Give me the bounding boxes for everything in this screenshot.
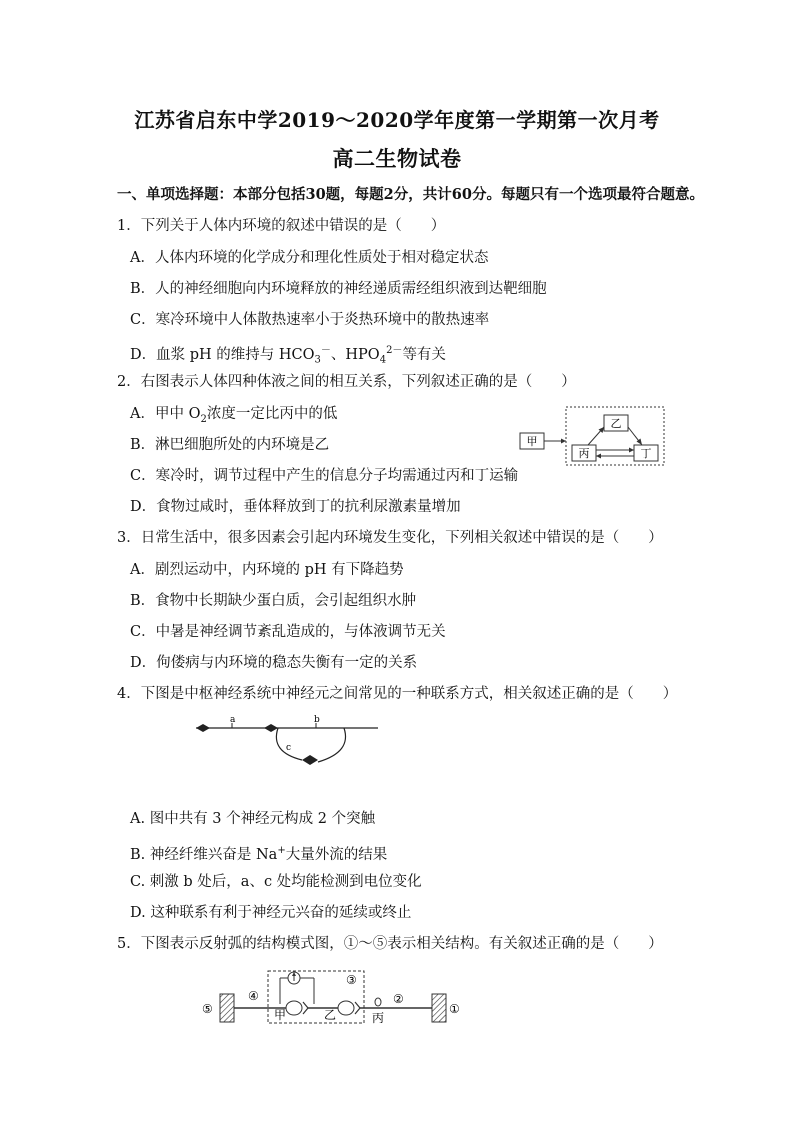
label-1: ①: [449, 1002, 460, 1016]
section-heading: 一、单项选择题：本部分包括30题，每题2分，共计60分。每题只有一个选项最符合题意。: [117, 186, 704, 203]
q4-option-b: B. 神经纤维兴奋是 Na+大量外流的结果: [130, 845, 388, 863]
neuron-connection-diagram: [192, 712, 384, 774]
receptor: [432, 994, 446, 1022]
q2-option-c: C．寒冷时，调节过程中产生的信息分子均需通过丙和丁运输: [130, 468, 519, 484]
q2-stem: 2．右图表示人体四种体液之间的相互关系，下列叙述正确的是（ ）: [117, 374, 576, 390]
q2-option-a: A．甲中 $O_2$浓度一定比丙中的低: [130, 406, 338, 425]
synapse-jia: [286, 1001, 302, 1015]
node-yi: 乙: [610, 417, 622, 430]
ganglion: [375, 998, 381, 1006]
effector: [220, 994, 234, 1022]
branch-return: [318, 728, 346, 762]
label-3: ③: [346, 973, 357, 987]
node-bing: 丙: [578, 447, 590, 460]
label-c: c: [286, 743, 292, 753]
q2-option-b: B．淋巴细胞所处的内环境是乙: [130, 437, 330, 453]
label-b: b: [314, 715, 320, 725]
label-2: ②: [393, 992, 404, 1006]
q3-option-a: A．剧烈运动中，内环境的 pH 有下降趋势: [130, 562, 404, 578]
reflex-arc-diagram: [200, 966, 465, 1030]
q4-option-d: D. 这种联系有利于神经元兴奋的延续或终止: [130, 905, 412, 921]
q1-option-c: C．寒冷环境中人体散热速率小于炎热环境中的散热速率: [130, 312, 490, 328]
label-a: a: [230, 715, 236, 725]
label-jia: 甲: [274, 1008, 287, 1022]
q3-option-b: B．食物中长期缺少蛋白质，会引起组织水肿: [130, 593, 417, 609]
synapse-yi: [338, 1001, 354, 1015]
q5-stem: 5．下图表示反射弧的结构模式图，①～⑤表示相关结构。有关叙述正确的是（ ）: [117, 936, 663, 952]
label-bing: 丙: [372, 1011, 385, 1025]
label-5: ⑤: [202, 1002, 213, 1016]
neuron-body-3: [302, 755, 318, 765]
q3-stem: 3．日常生活中，很多因素会引起内环境发生变化，下列相关叙述中错误的是（ ）: [117, 530, 663, 546]
q4-option-c: C. 刺激 b 处后，a、c 处均能检测到电位变化: [130, 874, 422, 890]
body-fluid-diagram: [518, 405, 670, 469]
q1-option-b: B．人的神经细胞向内环境释放的神经递质需经组织液到达靶细胞: [130, 281, 547, 297]
neuron-body-2: [264, 724, 278, 732]
q2-option-d: D．食物过咸时，垂体释放到丁的抗利尿激素量增加: [130, 499, 461, 515]
q1-stem: 1．下列关于人体内环境的叙述中错误的是（ ）: [117, 218, 446, 234]
exam-subtitle: 高二生物试卷: [332, 146, 462, 171]
q4-stem: 4．下图是中枢神经系统中神经元之间常见的一种联系方式，相关叙述正确的是（ ）: [117, 686, 678, 702]
q1-option-a: A．人体内环境的化学成分和理化性质处于相对稳定状态: [130, 250, 489, 266]
node-jia: 甲: [526, 435, 538, 448]
exam-title: 江苏省启东中学2019～2020学年度第一学期第一次月考: [134, 108, 660, 132]
q4-option-a: A. 图中共有 3 个神经元构成 2 个突触: [130, 811, 376, 827]
neuron-body-1: [196, 724, 210, 732]
q3-option-c: C．中暑是神经调节紊乱造成的，与体液调节无关: [130, 624, 446, 640]
label-yi: 乙: [324, 1008, 337, 1022]
node-ding: 丁: [640, 447, 652, 460]
q3-option-d: D．佝偻病与内环境的稳态失衡有一定的关系: [130, 655, 418, 671]
q1-option-d: D．血浆 pH 的维持与 $HCO_3^-$、$HPO_4^{2-}$等有关: [130, 345, 446, 366]
label-4: ④: [248, 989, 259, 1003]
